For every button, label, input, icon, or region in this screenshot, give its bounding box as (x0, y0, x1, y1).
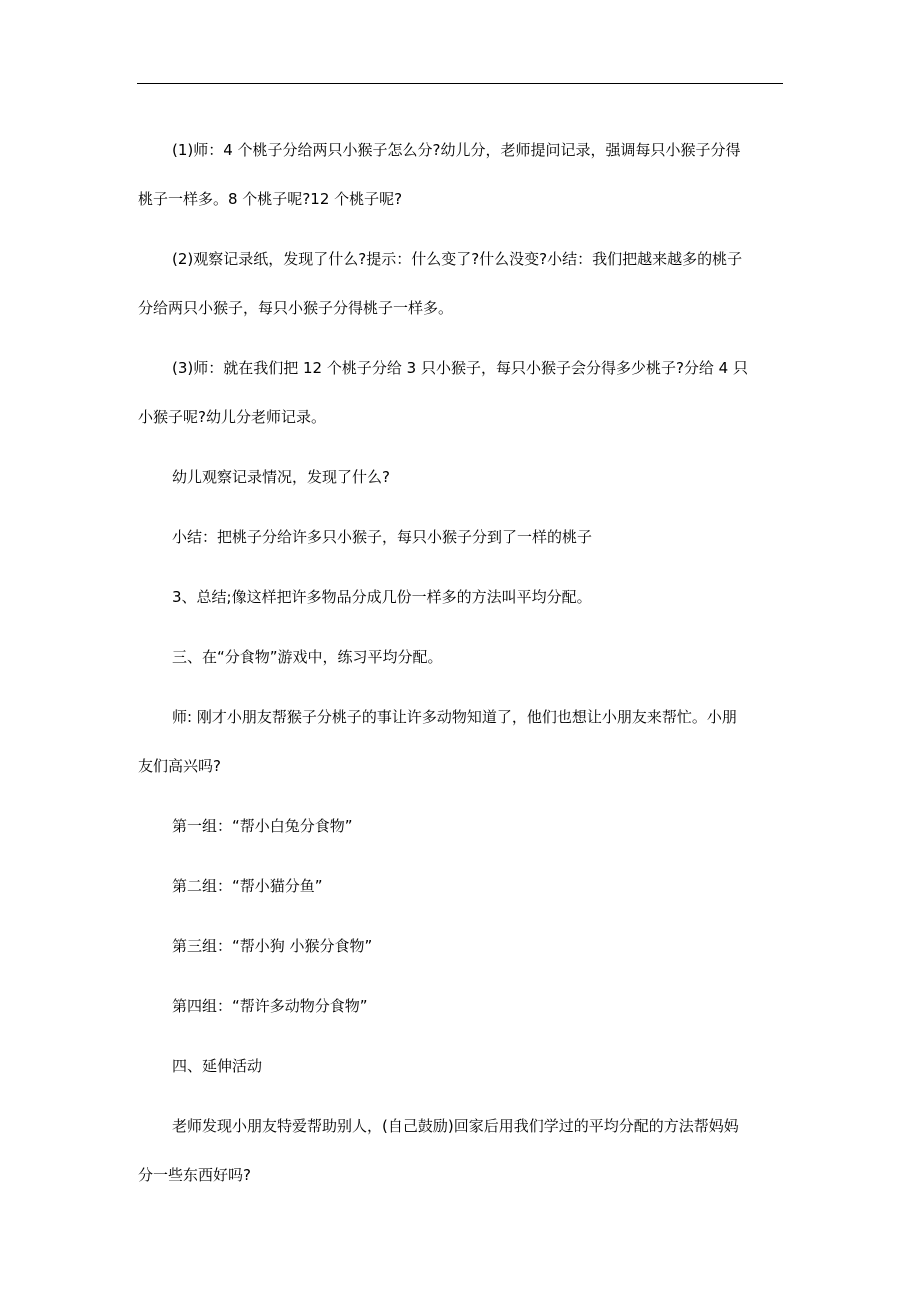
document-body (138, 126, 784, 1200)
paragraph-line: (1)师：4 个桃子分给两只小猴子怎么分?幼儿分，老师提问记录，强调每只小猴子分得 (172, 141, 741, 159)
paragraph-line: 三、在“分食物”游戏中，练习平均分配。 (172, 648, 443, 666)
paragraph-step-3 (138, 344, 784, 442)
header-rule (137, 83, 783, 84)
paragraph-line: 分一些东西好吗? (138, 1166, 251, 1184)
paragraph-line: 第一组：“帮小白兔分食物” (172, 817, 353, 835)
paragraph-line: 友们高兴吗? (138, 757, 221, 775)
paragraph-line: 幼儿观察记录情况，发现了什么? (172, 468, 390, 486)
paragraph-line: 第三组：“帮小狗 小猴分食物” (172, 937, 373, 955)
group-item-3 (138, 922, 784, 971)
paragraph-conclusion (138, 573, 784, 622)
paragraph-step-2 (138, 235, 784, 333)
paragraph-line: 桃子一样多。8 个桃子呢?12 个桃子呢? (138, 190, 403, 208)
section-heading-game (138, 633, 784, 682)
paragraph-teacher-intro (138, 693, 784, 791)
paragraph-line: (3)师：就在我们把 12 个桃子分给 3 只小猴子，每只小猴子会分得多少桃子?分给 4 只 (172, 359, 748, 377)
paragraph-extension (138, 1102, 784, 1200)
paragraph-line: (2)观察记录纸，发现了什么?提示：什么变了?什么没变?小结：我们把越来越多的桃子 (172, 250, 743, 268)
paragraph-step-1 (138, 126, 784, 224)
paragraph-observation (138, 453, 784, 502)
paragraph-line: 小猴子呢?幼儿分老师记录。 (138, 408, 326, 426)
group-item-4 (138, 982, 784, 1031)
paragraph-line: 第二组：“帮小猫分鱼” (172, 877, 323, 895)
paragraph-line: 小结：把桃子分给许多只小猴子，每只小猴子分到了一样的桃子 (172, 528, 593, 546)
paragraph-line: 老师发现小朋友特爱帮助别人，(自己鼓励)回家后用我们学过的平均分配的方法帮妈妈 (172, 1117, 739, 1135)
paragraph-summary (138, 513, 784, 562)
paragraph-line: 分给两只小猴子，每只小猴子分得桃子一样多。 (138, 299, 454, 317)
paragraph-line: 四、延伸活动 (172, 1057, 263, 1075)
group-item-1 (138, 802, 784, 851)
group-item-2 (138, 862, 784, 911)
paragraph-line: 师: 刚才小朋友帮猴子分桃子的事让许多动物知道了，他们也想让小朋友来帮忙。小朋 (172, 708, 737, 726)
paragraph-line: 3、总结;像这样把许多物品分成几份一样多的方法叫平均分配。 (172, 588, 592, 606)
paragraph-line: 第四组：“帮许多动物分食物” (172, 997, 368, 1015)
section-heading-extension (138, 1042, 784, 1091)
